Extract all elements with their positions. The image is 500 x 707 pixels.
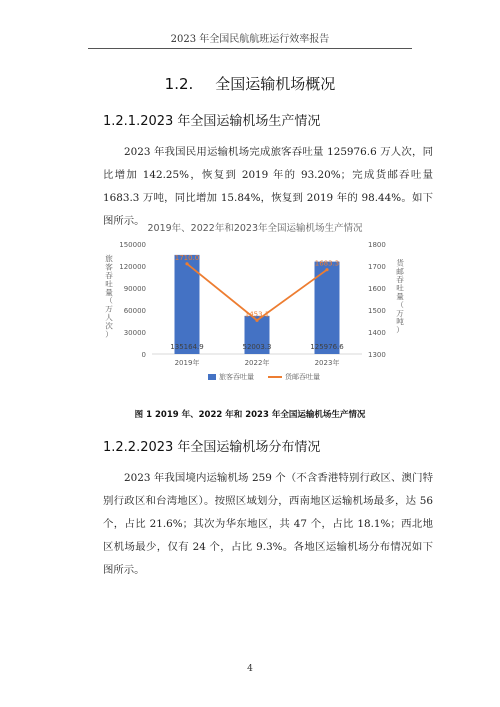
section-heading bbox=[0, 73, 500, 94]
subsection-heading-2: 1.2.2.2023 年全国运输机场分布情况 bbox=[103, 440, 321, 455]
line-point bbox=[255, 319, 258, 322]
line-data-label: 1710.0 bbox=[174, 253, 200, 262]
legend-swatch-bars bbox=[208, 374, 216, 380]
header-rule bbox=[88, 48, 412, 49]
section-number: 1.2. bbox=[164, 75, 194, 93]
y2-axis-title: 货邮吞吐量（万吨） bbox=[396, 258, 404, 335]
legend-label: 货邮吞吐量 bbox=[285, 373, 320, 381]
bar-data-label: 125976.6 bbox=[310, 343, 344, 351]
bar-data-label: 135164.9 bbox=[170, 343, 204, 351]
y-tick-label: 120000 bbox=[119, 263, 146, 271]
y-axis-title: 旅客吞吐量（万人次） bbox=[105, 254, 113, 339]
page-number: 4 bbox=[247, 664, 253, 674]
paragraph-2-text: 2023 年我国境内运输机场 259 个（不含香港特别行政区、澳门特别行政区和台湾地区）。按照区域划分，西南地区运输机场最多，达 56 个，占比 21.6%；其次为华东地区，共 47 个，占比 18.1%；西北地区机场最少，仅有 24 个，占比 9.3%。各地区运输机场分布情况如下图所示。 bbox=[103, 472, 433, 576]
x-tick-label: 2019年 bbox=[174, 359, 200, 367]
y2-tick-label: 1500 bbox=[368, 307, 386, 315]
line-point bbox=[185, 262, 188, 265]
y-tick-label: 30000 bbox=[123, 329, 146, 337]
production-chart bbox=[100, 220, 410, 388]
y2-tick-label: 1700 bbox=[368, 263, 386, 271]
y-tick-label: 150000 bbox=[119, 241, 146, 249]
y-tick-label: 0 bbox=[141, 351, 146, 359]
section-title: 全国运输机场概况 bbox=[215, 75, 336, 93]
line-data-label: 1683.3 bbox=[314, 259, 340, 268]
y2-tick-label: 1400 bbox=[368, 329, 386, 337]
page-header: 2023 年全国民航航班运行效率报告 bbox=[170, 34, 330, 45]
x-tick-label: 2023年 bbox=[314, 359, 340, 367]
y-tick-label: 90000 bbox=[123, 285, 146, 293]
legend-label: 旅客吞吐量 bbox=[219, 373, 254, 381]
line-point bbox=[325, 268, 328, 271]
paragraph-2 bbox=[103, 467, 433, 582]
y2-tick-label: 1600 bbox=[368, 285, 386, 293]
line-data-label: 1453.1 bbox=[244, 310, 270, 319]
y2-tick-label: 1300 bbox=[368, 351, 386, 359]
figure-caption: 图 1 2019 年、2022 年和 2023 年全国运输机场生产情况 bbox=[134, 410, 366, 420]
x-tick-label: 2022年 bbox=[244, 359, 270, 367]
subsection-heading-1: 1.2.1.2023 年全国运输机场生产情况 bbox=[103, 114, 321, 129]
bar-data-label: 52003.3 bbox=[242, 343, 272, 351]
chart-title: 2019年、2022年和2023年全国运输机场生产情况 bbox=[147, 223, 363, 234]
y-tick-label: 60000 bbox=[123, 307, 146, 315]
paragraph-1-text: 2023 年我国民用运输机场完成旅客吞吐量 125976.6 万人次，同比增加 142.25%，恢复到 2019 年的 93.20%；完成货邮吞吐量 1683.3 万吨，同比增加 15.84%，恢复到 2019 年的 98.44%。如下图所示。 bbox=[103, 146, 433, 227]
y2-tick-label: 1800 bbox=[368, 241, 386, 249]
